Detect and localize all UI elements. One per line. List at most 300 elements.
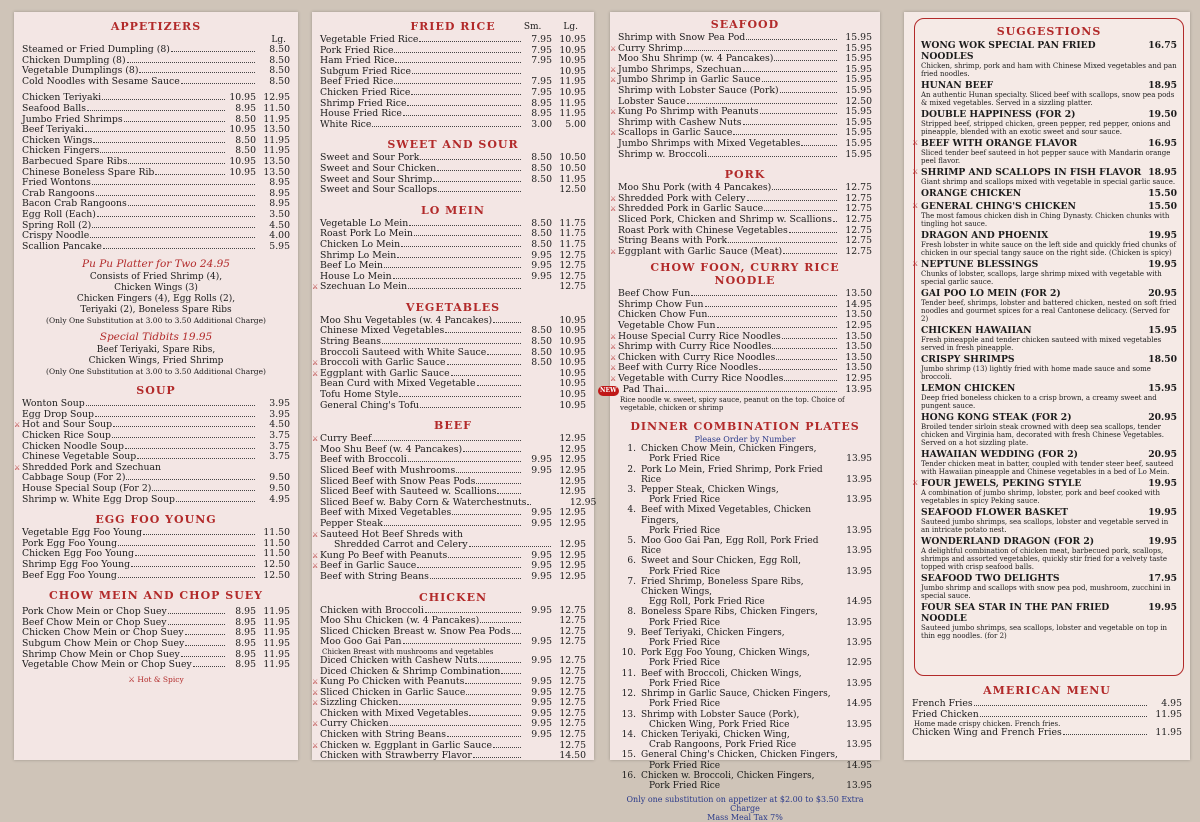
menu-item-row (320, 751, 586, 762)
menu-item-price: 15.95 (845, 63, 872, 75)
menu-item-name: Chicken Chow Fun (618, 309, 708, 321)
leader-dots (193, 666, 225, 667)
leader-dots (96, 195, 255, 196)
combo-line1: Sweet and Sour Chicken, Egg Roll, (641, 556, 801, 567)
combos-footer: Only one substitution on appetizer at $2.00 to $3.50 Extra Charge (626, 795, 864, 814)
spacer (22, 505, 290, 509)
menu-item-price-small: 9.95 (531, 729, 552, 741)
suggestion-desc: Chunks of lobster, scallops, large shrimp mixed with vegetable with special garlic sauce. (921, 270, 1162, 286)
suggestion-desc: Jumbo shrimp (13) lightly fried with home made sauce and some broccoli. (921, 365, 1151, 381)
suggestion-desc: Fresh lobster in white sauce on the left side and quickly fried chunks of chicken in our special tangy sauce on the right side. (Chicken is spicy) (921, 241, 1177, 257)
combo-item (618, 669, 872, 689)
leader-dots (185, 645, 225, 646)
menu-item-price: 15.95 (845, 42, 872, 54)
menu-item-price-large: 10.95 (559, 44, 586, 56)
tidbits-line: Chicken Wings, Fried Shrimp (88, 356, 224, 367)
leader-dots (980, 716, 1147, 717)
combo-text (641, 485, 838, 505)
leader-dots (185, 634, 225, 635)
menu-item-price-large: 12.95 (559, 570, 586, 582)
menu-item-name: Beef with Broccoli (320, 454, 407, 466)
suggestion-desc: Broiled tender sirloin steak crowned with deep sea scallops, tender chicken and Virginia ham, decorated with fresh Chinese Vegetables. Served on a hot sizzling plate. (921, 423, 1164, 447)
combo-item (618, 607, 872, 627)
combo-line2: Pork Fried Rice (649, 638, 721, 649)
leader-dots (126, 479, 255, 480)
menu-item-name: Chicken with Broccoli (320, 604, 424, 616)
menu-item-name: Chicken with Curry Rice Noodles (618, 351, 776, 363)
suggestion-desc: Chicken, shrimp, pork and ham with Chinese Mixed vegetables and pan fried noodles. (921, 62, 1177, 78)
menu-item-price-small: 10.95 (229, 92, 256, 104)
suggestion-price: 19.95 (1148, 536, 1177, 547)
menu-item-name: Vegetable Fried Rice (320, 34, 419, 45)
menu-item-row (22, 660, 290, 671)
leader-dots (411, 94, 521, 95)
menu-item-price: 12.95 (845, 320, 872, 332)
menu-item-name: Shrimp Lo Mein (320, 249, 397, 261)
combo-number: 5. (627, 536, 636, 547)
menu-item-name: Pepper Steak (320, 517, 383, 529)
suggestion-item (921, 325, 1177, 352)
fried-rice-header (320, 20, 586, 33)
menu-item-price: 11.95 (1155, 708, 1182, 720)
menu-item-name: Crispy Noodle (22, 230, 90, 242)
leader-dots (476, 483, 521, 484)
menu-item-name: Beef with Curry Rice Noodles (618, 362, 759, 374)
menu-item-row (618, 33, 872, 44)
suggestion-name: HAWAIIAN WEDDING (FOR 2) (921, 449, 1078, 460)
menu-item-price-small: 8.95 (235, 102, 256, 114)
suggestion-item (921, 80, 1177, 107)
menu-item-name: Shrimp Fried Rice (320, 97, 407, 109)
menu-item-price-large: 10.95 (559, 367, 586, 379)
menu-item-price-large: 12.95 (559, 454, 586, 466)
menu-item-name: Moo Goo Gai Pan (320, 636, 402, 648)
combo-line1: Moo Goo Gai Pan, Egg Roll, Pork Fried Rice (641, 536, 819, 557)
menu-item-price: 15.95 (845, 53, 872, 65)
menu-item-price-large: 11.95 (559, 108, 586, 120)
leader-dots (394, 52, 521, 53)
suggestion-item (921, 188, 1177, 199)
spacer (320, 196, 586, 200)
leader-dots (128, 163, 225, 164)
menu-item-name: Spring Roll (2) (22, 219, 92, 231)
leader-dots (417, 567, 521, 568)
leader-dots (127, 62, 255, 63)
menu-item-price-large: 10.50 (559, 162, 586, 174)
menu-item-name: General Ching's Tofu (320, 399, 420, 411)
combo-number: 15. (621, 750, 636, 761)
menu-item-name: Vegetable Lo Mein (320, 217, 409, 229)
combo-price: 13.95 (846, 617, 872, 628)
combo-price: 13.95 (846, 474, 872, 485)
suggestion-header (921, 478, 1177, 489)
menu-item-price-large: 10.95 (559, 336, 586, 348)
menu-item-price-large: 10.95 (559, 55, 586, 67)
leader-dots (493, 322, 521, 323)
combo-text (641, 628, 838, 648)
hot-spicy-icon: ⚔ (912, 202, 919, 210)
hot-spicy-icon: ⚔ (312, 369, 319, 378)
suggestion-price: 15.95 (1148, 383, 1177, 394)
item-note: Chicken Breast with mushrooms and vegetables (322, 647, 494, 656)
leader-dots (445, 332, 521, 333)
leader-dots (103, 248, 255, 249)
combo-line1: Chicken Chow Mein, Chicken Fingers, (641, 444, 817, 455)
menu-item-price-large: 5.00 (565, 118, 586, 130)
suggestion-price: 19.95 (1148, 230, 1177, 241)
leader-dots (390, 725, 521, 726)
menu-item-price: 13.50 (845, 288, 872, 300)
suggestion-header (921, 138, 1177, 149)
menu-item-price-large: 12.75 (559, 654, 586, 666)
menu-item-price-large: 10.50 (559, 152, 586, 164)
menu-item-price-large: 10.95 (559, 325, 586, 337)
tidbits-line: Beef Teriyaki, Spare Ribs, (96, 345, 216, 356)
suggestion-item (921, 40, 1177, 78)
suggestion-header (921, 602, 1177, 624)
menu-item-price-large: 10.95 (559, 357, 586, 369)
menu-item-price-small: 9.95 (531, 454, 552, 466)
menu-item-name: House Lo Mein (320, 270, 392, 282)
menu-item-price-large: 12.75 (559, 249, 586, 261)
suggestion-desc: Jumbo shrimp and scallops with snow pea pod, mushroom, zucchini in special sauce. (921, 584, 1171, 600)
menu-item-name: Moo Shu Pork (with 4 Pancakes) (618, 182, 772, 194)
menu-item-price-small: 9.95 (531, 270, 552, 282)
menu-item-name: Shrimp Chow Mein or Chop Suey (22, 648, 180, 660)
menu-item-name: Jumbo Shrimps, Szechuan (618, 63, 742, 75)
combo-line1: Chicken Teriyaki, Chicken Wing, (641, 729, 790, 740)
menu-item-name: French Fries (912, 698, 973, 709)
leader-dots (87, 110, 225, 111)
menu-item-price-small: 9.95 (531, 570, 552, 582)
combo-number: 7. (627, 576, 636, 587)
menu-item-price-large: 12.75 (559, 636, 586, 648)
menu-item-price-small: 8.50 (531, 217, 552, 229)
menu-item-price-large: 12.95 (569, 496, 597, 508)
menu-item-price-small: 9.95 (531, 549, 552, 561)
menu-item-price-small: 9.95 (531, 654, 552, 666)
combo-line2: Pork Fried Rice (649, 699, 721, 710)
leader-dots (419, 41, 521, 42)
menu-item-name: Beef Chow Mein or Chop Suey (22, 616, 167, 628)
menu-item-price-large: 11.95 (263, 606, 290, 618)
menu-item-row (320, 88, 586, 99)
menu-item-price-large: 13.50 (263, 155, 290, 167)
menu-item-name: Vegetable Dumplings (8) (22, 65, 139, 77)
suggestion-desc: Tender chicken meat in batter, coupled with tender steer beef, sauteed with Hawaiian pineapple and Chinese vegetables in a bed of Lo Mein. (921, 460, 1174, 476)
pupu-line: Consists of Fried Shrimp (4), (89, 272, 223, 283)
combo-text (641, 465, 838, 485)
hot-spicy-icon: ⚔ (610, 108, 617, 117)
menu-item-price: 13.50 (845, 351, 872, 363)
leader-dots (86, 405, 255, 406)
menu-item-price-large: 11.95 (559, 97, 586, 109)
menu-item-price: 13.50 (845, 309, 872, 321)
hot-spicy-icon: ⚔ (912, 168, 919, 176)
suggestion-price: 20.95 (1148, 449, 1177, 460)
menu-item-price-small: 9.95 (531, 707, 552, 719)
leader-dots (393, 278, 521, 279)
combo-item (618, 730, 872, 750)
menu-item-name: Moo Shu Chicken (w. 4 Pancakes) (320, 615, 480, 627)
item-note: Home made crispy chicken. French fries. (914, 720, 1061, 729)
spacer (618, 12, 872, 14)
menu-item-price-small: 10.95 (229, 124, 256, 136)
suggestion-header (921, 201, 1177, 212)
suggestion-name: FOUR SEA STAR IN THE PAN FRIED NOODLE (921, 602, 1110, 624)
combo-line1: Beef with Mixed Vegetables, Chicken Fingers, (641, 505, 811, 526)
menu-item-price-small: 7.95 (531, 86, 552, 98)
menu-item-price: 3.50 (269, 208, 290, 220)
leader-dots (420, 407, 521, 408)
suggestion-price: 16.95 (1148, 138, 1177, 149)
menu-item-name: Roast Pork Lo Mein (320, 228, 413, 240)
suggestion-name: SHRIMP AND SCALLOPS IN FISH FLAVOR (921, 167, 1142, 178)
menu-item-price-small: 8.50 (531, 162, 552, 174)
menu-item-name: Sliced Chicken in Garlic Sauce (320, 686, 466, 698)
menu-item-name: Sweet and Sour Pork (320, 152, 420, 164)
combo-line1: Beef with Broccoli, Chicken Wings, (641, 668, 802, 679)
menu-item-price: 3.95 (269, 398, 290, 410)
combo-item (618, 689, 872, 709)
menu-item-price-large: 12.75 (559, 281, 586, 293)
hot-spicy-icon: ⚔ (610, 343, 617, 352)
leader-dots (408, 288, 521, 289)
menu-item-price-large: 12.95 (559, 507, 586, 519)
menu-item-price: 8.95 (269, 177, 290, 189)
menu-item-row (618, 86, 872, 97)
menu-item-name: Sliced Beef with Mushrooms (320, 465, 456, 476)
suggestion-price: 19.95 (1148, 602, 1177, 613)
hot-spicy-icon: ⚔ (610, 129, 617, 138)
leader-dots (789, 232, 837, 233)
menu-item-price: 11.50 (263, 548, 290, 560)
combo-text (641, 710, 838, 730)
menu-item-price-large: 12.75 (559, 604, 586, 616)
small-label: Sm. (523, 22, 542, 32)
combo-item (618, 628, 872, 648)
menu-item-price-small: 8.95 (235, 648, 256, 660)
menu-item-price: 8.50 (269, 75, 290, 87)
menu-item-price-large: 12.75 (559, 718, 586, 730)
leader-dots (168, 613, 225, 614)
hot-spicy-icon: ⚔ (610, 44, 617, 53)
menu-item-name: Chicken Egg Foo Young (22, 548, 134, 560)
leader-dots (399, 704, 521, 705)
menu-item-name: Bacon Crab Rangoons (22, 198, 127, 210)
menu-item-name: Fried Chicken (912, 708, 979, 720)
leader-dots (125, 448, 255, 449)
leader-dots (135, 555, 255, 556)
combo-line2: Crab Rangoons, Pork Fried Rice (649, 740, 797, 751)
section-title: DINNER COMBINATION PLATES (630, 420, 860, 434)
menu-item-row (320, 35, 586, 46)
suggestion-price: 17.95 (1148, 573, 1177, 584)
suggestion-name: ORANGE CHICKEN (921, 188, 1022, 199)
suggestion-header (921, 449, 1177, 460)
menu-item-row (22, 639, 290, 650)
menu-item-name: Crab Rangoons (22, 187, 95, 199)
menu-item-name: Chicken with String Beans (320, 729, 447, 741)
combo-line2: Pork Fried Rice (649, 760, 721, 771)
menu-item-name: Sizzling Chicken (320, 697, 399, 709)
leader-dots (394, 83, 521, 84)
menu-item-name: Sweet and Sour Chicken (320, 162, 437, 174)
suggestion-name: BEEF WITH ORANGE FLAVOR (921, 138, 1078, 149)
hot-spicy-icon: ⚔ (312, 435, 319, 444)
menu-item-name: Shrimp with Curry Rice Noodles (618, 341, 772, 353)
menu-item-price-small: 8.50 (235, 113, 256, 125)
menu-item-price: 3.95 (269, 408, 290, 420)
menu-item-price-large: 10.95 (559, 389, 586, 401)
suggestion-name: CRISPY SHRIMPS (921, 354, 1015, 365)
menu-item-price-large: 11.95 (263, 627, 290, 639)
leader-dots (100, 152, 225, 153)
menu-item-price-large: 12.75 (559, 686, 586, 698)
menu-item-name: Fried Wontons (22, 177, 91, 189)
leader-dots (408, 461, 521, 462)
menu-item-price-small: 7.95 (531, 44, 552, 56)
leader-dots (974, 705, 1147, 706)
menu-item-price-small: 9.95 (531, 260, 552, 272)
hot-spicy-icon: ⚔ (312, 699, 319, 708)
menu-item-price-large: 13.50 (263, 124, 290, 136)
menu-item-price: 9.50 (269, 472, 290, 484)
menu-item-price: 4.95 (1161, 698, 1182, 709)
menu-item-price: 5.95 (269, 240, 290, 252)
leader-dots (687, 103, 837, 104)
hot-spicy-icon: ⚔ (610, 247, 617, 256)
menu-item-name: Barbecued Spare Ribs (22, 155, 128, 167)
suggestion-desc: Sliced tender beef sauteed in hot pepper sauce with Mandarin orange peel flavor. (921, 149, 1171, 165)
menu-item-name: Pork Fried Rice (320, 44, 394, 56)
menu-item-price-small: 8.95 (235, 627, 256, 639)
menu-item-name: Kung Po Shrimp with Peanuts (618, 106, 759, 118)
combo-price: 13.95 (846, 638, 872, 649)
menu-item-price: 8.50 (269, 54, 290, 66)
menu-item-row (22, 571, 290, 582)
suggestion-price: 15.95 (1148, 325, 1177, 336)
leader-dots (743, 124, 837, 125)
combo-text (641, 730, 838, 750)
menu-item-name: House Fried Rice (320, 108, 402, 120)
suggestion-header (921, 325, 1177, 336)
menu-item-name: Shrimp with Lobster Sauce (Pork) (618, 84, 779, 96)
suggestion-item (921, 507, 1177, 534)
size-labels (524, 22, 578, 32)
menu-item-row (320, 240, 586, 251)
menu-item-price-small: 8.95 (235, 606, 256, 618)
combo-line1: Shrimp in Garlic Sauce, Chicken Fingers, (641, 689, 831, 700)
menu-item-row (22, 77, 290, 88)
suggestion-item (912, 478, 1177, 505)
menu-item-name: Chicken Chow Mein or Chop Suey (22, 627, 184, 639)
combo-line2: Chicken Wing, Pork Fried Rice (649, 719, 790, 730)
leader-dots (512, 633, 521, 634)
hot-spicy-icon: ⚔ (312, 741, 319, 750)
combo-number: 11. (621, 668, 636, 679)
leader-dots (412, 73, 521, 74)
menu-item-row (320, 401, 586, 412)
menu-item-price-small: 8.50 (531, 336, 552, 348)
suggestion-header (921, 167, 1177, 178)
suggestion-header (921, 573, 1177, 584)
leader-dots (124, 121, 225, 122)
leader-dots (399, 396, 521, 397)
combo-line1: Shrimp with Lobster Sauce (Pork), (641, 709, 800, 720)
hot-spicy-icon: ⚔ (912, 479, 919, 487)
leader-dots (463, 451, 521, 452)
menu-item-price: 12.75 (845, 213, 872, 225)
leader-dots (447, 364, 521, 365)
menu-item-name: Chinese Boneless Spare Rib (22, 166, 155, 178)
menu-item-price: 8.95 (269, 198, 290, 210)
hot-spicy-icon: ⚔ (610, 194, 617, 203)
suggestion-desc: Sauteed jumbo shrimps, sea scallops, lobster and vegetable served in an intricate potato nest. (921, 518, 1169, 534)
menu-item-price: 3.75 (269, 451, 290, 463)
combo-text (641, 669, 838, 689)
combo-number: 8. (627, 607, 636, 618)
menu-item-price-small: 9.95 (531, 676, 552, 688)
menu-item-price-large: 13.50 (263, 166, 290, 178)
menu-item-name: Chicken Dumpling (8) (22, 54, 126, 66)
tidbits-note: (Only One Substitution at 3.00 to 3.50 Additional Charge) (46, 367, 266, 377)
tidbits-title: Special Tidbits 19.95 (99, 331, 213, 344)
leader-dots (372, 440, 521, 441)
menu-item-name: Shredded Pork and Szechuan (22, 461, 162, 473)
menu-item-price-large: 11.75 (559, 228, 586, 240)
menu-item-price-large: 12.50 (559, 184, 586, 196)
leader-dots (414, 235, 521, 236)
menu-item-price: 11.50 (263, 527, 290, 539)
combos-subtitle: Please Order by Number (694, 435, 796, 445)
menu-item-price-small: 9.95 (531, 636, 552, 648)
menu-item-name: Pork Egg Foo Young (22, 537, 118, 549)
menu-item-price: 8.50 (269, 44, 290, 55)
menu-item-name: Moo Shu Shrimp (w. 4 Pancakes) (618, 53, 774, 65)
menu-item-row (22, 242, 290, 253)
suggestion-item (921, 412, 1177, 447)
section-title: SWEET AND SOUR (387, 138, 519, 152)
combo-item (618, 648, 872, 668)
combo-price: 13.95 (846, 454, 872, 465)
leader-dots (139, 72, 255, 73)
menu-item-name: House Special Soup (For 2) (22, 483, 152, 495)
menu-item-price: 3.75 (269, 440, 290, 452)
menu-item-price-large: 12.75 (559, 625, 586, 637)
leader-dots (176, 501, 255, 502)
combo-line1: Pepper Steak, Chicken Wings, (641, 485, 779, 496)
leader-dots (102, 99, 225, 100)
hot-spicy-icon: ⚔ (14, 421, 21, 430)
spacer (22, 581, 290, 585)
menu-item-name: Chicken Fried Rice (320, 86, 411, 98)
leader-dots (451, 375, 521, 376)
menu-item-name: Vegetable Chow Mein or Chop Suey (22, 659, 192, 671)
menu-item-price-large: 10.95 (559, 314, 586, 326)
spacer (320, 293, 586, 297)
menu-item-price-small: 8.50 (531, 325, 552, 337)
suggestion-price: 16.75 (1148, 40, 1177, 51)
combo-line1: General Ching's Chicken, Chicken Fingers, (641, 750, 838, 761)
leader-dots (708, 156, 837, 157)
spacer (22, 376, 290, 380)
hot-spicy-icon: ⚔ (610, 353, 617, 362)
menu-item-price-large: 12.75 (559, 676, 586, 688)
menu-item-name: Cold Noodles with Sesame Sauce (22, 75, 180, 87)
menu-item-price-large: 12.75 (559, 707, 586, 719)
menu-item-price-small: 8.95 (531, 97, 552, 109)
